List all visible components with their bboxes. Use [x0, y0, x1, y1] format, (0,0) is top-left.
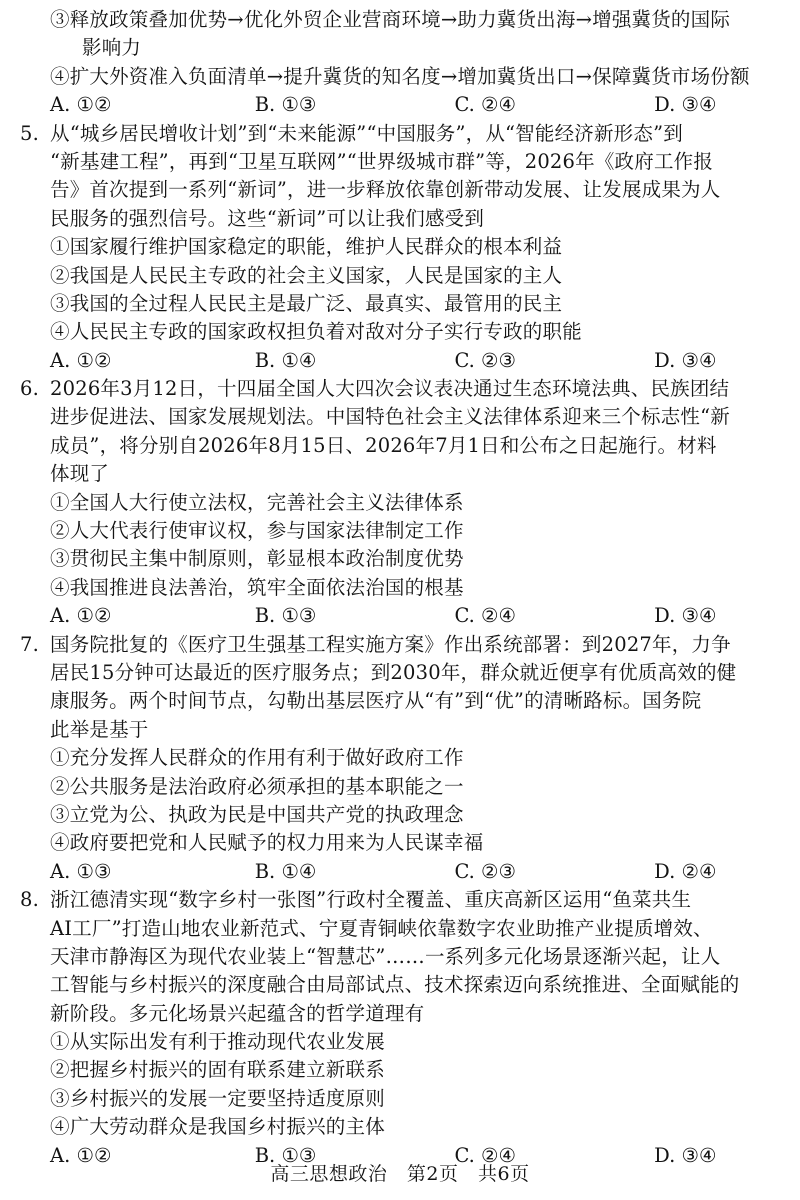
answer-choice-b[interactable]: B. ①④	[254, 348, 317, 372]
question-5	[20, 120, 774, 376]
answer-choice-c[interactable]: C. ②③	[454, 859, 517, 883]
option-line: ④人民民主专政的国家政权担负着对敌对分子实行专政的职能	[50, 320, 582, 344]
answer-choice-a[interactable]: A. ①③	[50, 859, 112, 883]
question-stem-line: 康服务。两个时间节点，勾勒出基层医疗从“有”到“优”的清晰路标。国务院	[50, 689, 702, 713]
option-line: ③立党为公、执政为民是中国共产党的执政理念	[50, 802, 464, 826]
question-stem-line: 民服务的强烈信号。这些“新词”可以让我们感受到	[50, 206, 485, 230]
question-stem-line: 告》首次提到一系列“新词”，进一步释放依靠创新带动发展、让发展成果为人	[50, 178, 721, 202]
option-line: ②我国是人民民主专政的社会主义国家，人民是国家的主人	[50, 263, 563, 287]
answer-choice-b[interactable]: B. ①③	[254, 604, 317, 628]
option-line: ③释放政策叠加优势→优化外贸企业营商环境→助力冀货出海→增强冀货的国际	[50, 8, 731, 31]
question-stem-line: 体现了	[50, 462, 110, 486]
question-stem-line: 居民15分钟可达最近的医疗服务点；到2030年，群众就近便享有优质高效的健	[50, 660, 737, 684]
answer-choices	[20, 602, 774, 630]
answer-choice-b[interactable]: B. ①③	[254, 93, 317, 117]
answer-choice-d[interactable]: D. ③④	[654, 348, 717, 372]
question-stem-line: 成员”，将分别自2026年8月15日、2026年7月1日和公布之日起施行。材料	[50, 433, 717, 457]
question-stem-line: 工智能与乡村振兴的深度融合由局部试点、技术探索迈向系统推进、全面赋能的	[50, 973, 740, 997]
answer-choice-c[interactable]: C. ②④	[454, 604, 517, 628]
option-line: ②公共服务是法治政府必须承担的基本职能之一	[50, 774, 464, 798]
answer-choice-c[interactable]: C. ②④	[454, 93, 517, 117]
carryover-question	[20, 6, 774, 120]
answer-choices	[20, 347, 774, 375]
option-line: ②人大代表行使审议权，参与国家法律制定工作	[50, 519, 464, 543]
option-line: ①从实际出发有利于推动现代农业发展	[50, 1030, 385, 1054]
question-number: 6.	[20, 377, 40, 401]
answer-choice-d[interactable]: D. ②④	[654, 859, 717, 883]
answer-choices	[20, 91, 774, 119]
question-8	[20, 886, 774, 1170]
option-line: ③乡村振兴的发展一定要坚持适度原则	[50, 1086, 385, 1110]
answer-choice-c[interactable]: C. ②④	[454, 1143, 517, 1167]
question-number: 8.	[20, 888, 40, 912]
answer-choice-c[interactable]: C. ②③	[454, 348, 517, 372]
option-line: ④扩大外资准入负面清单→提升冀货的知名度→增加冀货出口→保障冀货市场份额	[50, 64, 750, 88]
answer-choice-a[interactable]: A. ①②	[50, 604, 112, 628]
question-stem-line: AI工厂”打造山地农业新范式、宁夏青铜峡依靠数字农业助推产业提质增效、	[50, 916, 713, 940]
answer-choices	[20, 858, 774, 886]
option-line: ①充分发挥人民群众的作用有利于做好政府工作	[50, 746, 464, 770]
answer-choice-a[interactable]: A. ①②	[50, 93, 112, 117]
option-line: ④广大劳动群众是我国乡村振兴的主体	[50, 1115, 385, 1139]
question-stem-line: 国务院批复的《医疗卫生强基工程实施方案》作出系统部署：到2027年，力争	[50, 632, 731, 656]
option-line: ②把握乡村振兴的固有联系建立新联系	[50, 1058, 385, 1082]
question-number: 5.	[20, 121, 40, 145]
option-line: ③我国的全过程人民民主是最广泛、最真实、最管用的民主	[50, 291, 563, 315]
answer-choice-b[interactable]: B. ①④	[254, 859, 317, 883]
question-number: 7.	[20, 632, 40, 656]
answer-choice-d[interactable]: D. ③④	[654, 93, 717, 117]
question-stem-line: 此举是基于	[50, 717, 149, 741]
question-stem-line: 新阶段。多元化场景兴起蕴含的哲学道理有	[50, 1001, 425, 1025]
question-stem-line: “新基建工程”，再到“卫星互联网”“世界级城市群”等，2026年《政府工作报	[50, 149, 714, 173]
answer-choice-a[interactable]: A. ①②	[50, 1143, 112, 1167]
page-footer: 高三思想政治 第2页 共6页	[270, 1163, 530, 1185]
option-line: ③贯彻民主集中制原则，彰显根本政治制度优势	[50, 547, 464, 571]
option-line: ①全国人大行使立法权，完善社会主义法律体系	[50, 490, 464, 514]
answer-choice-b[interactable]: B. ①③	[254, 1143, 317, 1167]
option-line-continued: 影响力	[82, 36, 142, 60]
question-stem-line: 天津市静海区为现代农业装上“智慧芯”……一系列多元化场景逐渐兴起，让人	[50, 944, 721, 968]
answer-choice-a[interactable]: A. ①②	[50, 348, 112, 372]
question-stem-line: 进步促进法、国家发展规划法。中国特色社会主义法律体系迎来三个标志性“新	[50, 405, 730, 429]
option-line: ①国家履行维护国家稳定的职能，维护人民群众的根本利益	[50, 235, 563, 259]
option-line: ④政府要把党和人民赋予的权力用来为人民谋幸福	[50, 831, 484, 855]
question-7	[20, 631, 774, 887]
answer-choice-d[interactable]: D. ③④	[654, 1143, 717, 1167]
answer-choice-d[interactable]: D. ③④	[654, 604, 717, 628]
option-line: ④我国推进良法善治，筑牢全面依法治国的根基	[50, 575, 464, 599]
question-6	[20, 375, 774, 631]
question-stem-line: 2026年3月12日，十四届全国人大四次会议表决通过生态环境法典、民族团结	[50, 377, 730, 401]
question-stem-line: 浙江德清实现“数字乡村一张图”行政村全覆盖、重庆高新区运用“鱼菜共生	[50, 888, 692, 912]
question-stem-line: 从“城乡居民增收计划”到“未来能源”“中国服务”，从“智能经济新形态”到	[50, 121, 683, 145]
